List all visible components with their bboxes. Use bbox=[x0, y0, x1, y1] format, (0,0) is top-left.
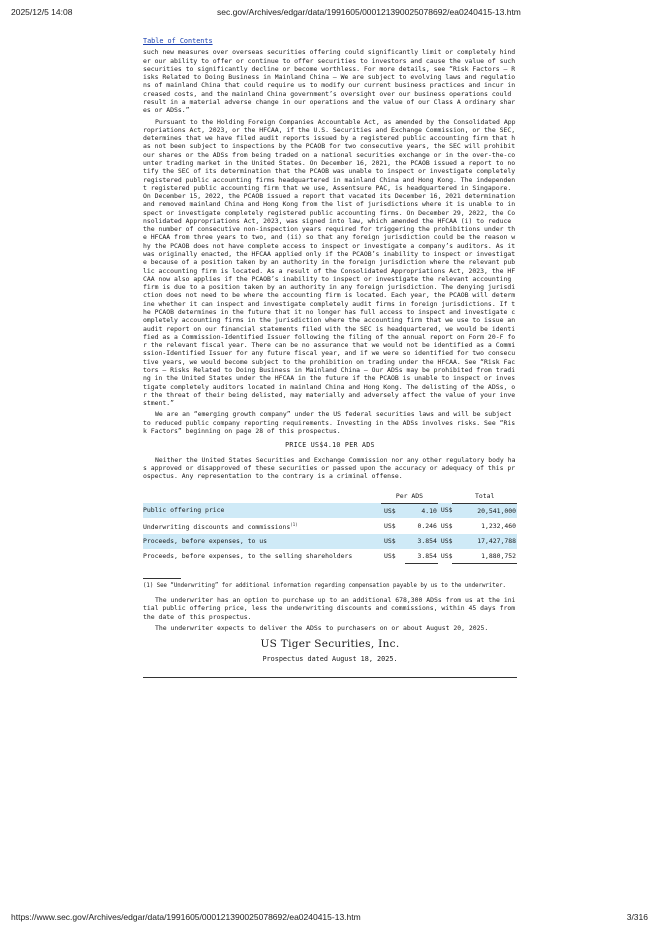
footnote-divider bbox=[143, 578, 181, 579]
per-ads-value: 3.854 bbox=[405, 534, 438, 548]
prospectus-date: Prospectus dated August 18, 2025. bbox=[262, 654, 398, 663]
print-url: sec.gov/Archives/edgar/data/1991605/000121390025078692/ea0240415-13.htm bbox=[217, 7, 521, 17]
total-value: 20,541,000 bbox=[452, 503, 517, 518]
row-label: Proceeds, before expenses, to us bbox=[143, 534, 381, 548]
browser-print-footer bbox=[0, 912, 662, 926]
emerging-growth-paragraph: We are an “emerging growth company” under the US federal securities laws and will be subject to reduced public company reporting requirements. Investing in the ADSs involves risks. See “Risk Factors” beginning on page 28 of this prospectus. bbox=[143, 410, 516, 435]
table-row bbox=[143, 503, 517, 518]
currency: US$ bbox=[381, 503, 405, 518]
total-value: 1,232,460 bbox=[481, 521, 516, 530]
hfcaa-paragraph: Pursuant to the Holding Foreign Companies Accountable Act, as amended by the Consolidated Appropriations Act, 2023, or the HFCAA, if the U.S. Securities and Exchange Commission, or the SEC, determines that we have filed audit reports issued by a registered public accounting firm that has not been subject to inspections by the PCAOB for two consecutive years, the SEC will prohibit our shares or the ADSs from being traded on a national securities exchange or in the over-the-counter trading market in the United States. On December 16, 2021, the PCAOB issued a report to notify the SEC of its determination that the PCAOB was unable to inspect or investigate completely registered public accounting firms headquartered in mainland China and Hong Kong. The independent registered public accounting firm that we use, Assentsure PAC, is headquartered in Singapore. On December 15, 2022, the PCAOB issued a report that vacated its December 16, 2021 determination and removed mainland China and Hong Kong from the list of jurisdictions where it is unable to inspect or investigate completely registered public accounting firms. On December 29, 2022, the Consolidated Appropriations Act, 2023, was signed into law, which amended the HFCAA (i) to reduce the number of consecutive non-inspection years required for triggering the prohibitions under the HFCAA from three years to two, and (ii) so that any foreign jurisdiction could be the reason why the PCAOB does not have complete access to inspect or investigate a company’s auditors. As it was originally enacted, the HFCAA applied only if the PCAOB’s inability to inspect or investigate because of a position taken by an authority in the foreign jurisdiction where the relevant public accounting firm is located. As a result of the Consolidated Appropriations Act, 2023, the HFCAA now also applies if the PCAOB’s inability to inspect or investigate the relevant accounting firm is due to a position taken by an authority in any foreign jurisdiction. The denying jurisdiction does not need to be where the accounting firm is located. Each year, the PCAOB will determine whether it can inspect and investigate completely audit firms in foreign jurisdictions. If the PCAOB determines in the future that it no longer has full access to inspect and investigate completely accounting firms in the jurisdiction where the accounting firm that we use to issue an audit report on our financial statements filed with the SEC is headquartered, we would be identified as a Commission-Identified Issuer following the filing of the annual report on Form 20-F for the relevant fiscal year. There can be no assurance that we would not be identified as a Commission-Identified Issuer for any future fiscal year, and if we were so identified for two consecutive years, we would become subject to the prohibition on trading under the HFCAA. See “Risk Factors — Risks Related to Doing Business in Mainland China — Our ADSs may be prohibited from trading in the United States under the HFCAA in the future if the PCAOB is unable to inspect or investigate completely auditors located in mainland China and Hong Kong. The delisting of the ADSs, or the threat of their being delisted, may materially and adversely affect the value of your investment.” bbox=[143, 117, 516, 408]
column-header-total: Total bbox=[452, 490, 517, 503]
underwriter-name: US Tiger Securities, Inc. bbox=[260, 638, 400, 651]
offering-price-table bbox=[143, 490, 517, 564]
footnote-ref[interactable]: (1) bbox=[290, 521, 298, 527]
overallotment-paragraph: The underwriter has an option to purchase up to an additional 678,300 ADSs from us at the initial public offering price, less the underwriting discounts and commissions, within 45 days from the date of this prospectus. bbox=[143, 596, 516, 621]
currency: US$ bbox=[384, 521, 396, 530]
currency: US$ bbox=[381, 534, 405, 548]
per-ads-value: 4.10 bbox=[405, 503, 438, 518]
table-header-row bbox=[143, 490, 517, 503]
column-header-per-ads: Per ADS bbox=[381, 490, 438, 503]
table-row bbox=[143, 518, 517, 534]
table-row bbox=[143, 549, 517, 564]
print-datetime: 2025/12/5 14:08 bbox=[11, 7, 73, 17]
currency: US$ bbox=[438, 503, 453, 518]
per-ads-value: 3.854 bbox=[405, 549, 438, 564]
price-per-ads: PRICE US$4.10 PER ADS bbox=[285, 441, 375, 450]
row-label: Public offering price bbox=[143, 503, 381, 518]
currency: US$ bbox=[440, 521, 453, 530]
row-label: Underwriting discounts and commissions$^{(1)}$ bbox=[143, 521, 298, 532]
delivery-paragraph: The underwriter expects to deliver the ADSs to purchasers on or about August 20, 2025. bbox=[155, 624, 489, 633]
browser-print-header bbox=[0, 7, 662, 21]
total-value: 17,427,788 bbox=[452, 534, 517, 548]
per-ads-value: 0.246 bbox=[417, 521, 437, 530]
table-row bbox=[143, 534, 517, 548]
currency: US$ bbox=[440, 551, 453, 560]
sec-disclaimer-paragraph: Neither the United States Securities and Exchange Commission nor any other regulatory body has approved or disapproved of these securities or passed upon the accuracy or adequacy of this prospectus. Any representation to the contrary is a criminal offense. bbox=[143, 455, 516, 481]
table-of-contents-link[interactable]: Table of Contents bbox=[143, 37, 213, 45]
currency: US$ bbox=[438, 534, 453, 548]
print-footer-url: https://www.sec.gov/Archives/edgar/data/1991605/000121390025078692/ea0240415-13.htm bbox=[11, 912, 361, 922]
row-label: Proceeds, before expenses, to the selling shareholders bbox=[143, 551, 353, 560]
currency: US$ bbox=[384, 551, 396, 560]
risk-paragraph-continued: such new measures over overseas securities offering could significantly limit or completely hinder our ability to offer or continue to offer securities to investors and cause the value of such securities to significantly decline or become worthless. For more details, see “Risk Factors — Risks Related to Doing Business in Mainland China — We are subject to evolving laws and regulations of mainland China that could require us to modify our current business practices and incur increased costs, and the mainland China government’s oversight over our business operations could result in a material adverse change in our operations and the value of our Class A ordinary shares or ADSs.” bbox=[143, 48, 516, 115]
footnote-underwriting: (1) See “Underwriting” for additional information regarding compensation payable by us to the underwriter. bbox=[143, 582, 506, 589]
page-bottom-divider bbox=[143, 677, 517, 678]
prospectus-page bbox=[143, 37, 517, 678]
print-page-count: 3/316 bbox=[626, 912, 648, 922]
total-value: 1,880,752 bbox=[452, 549, 517, 564]
